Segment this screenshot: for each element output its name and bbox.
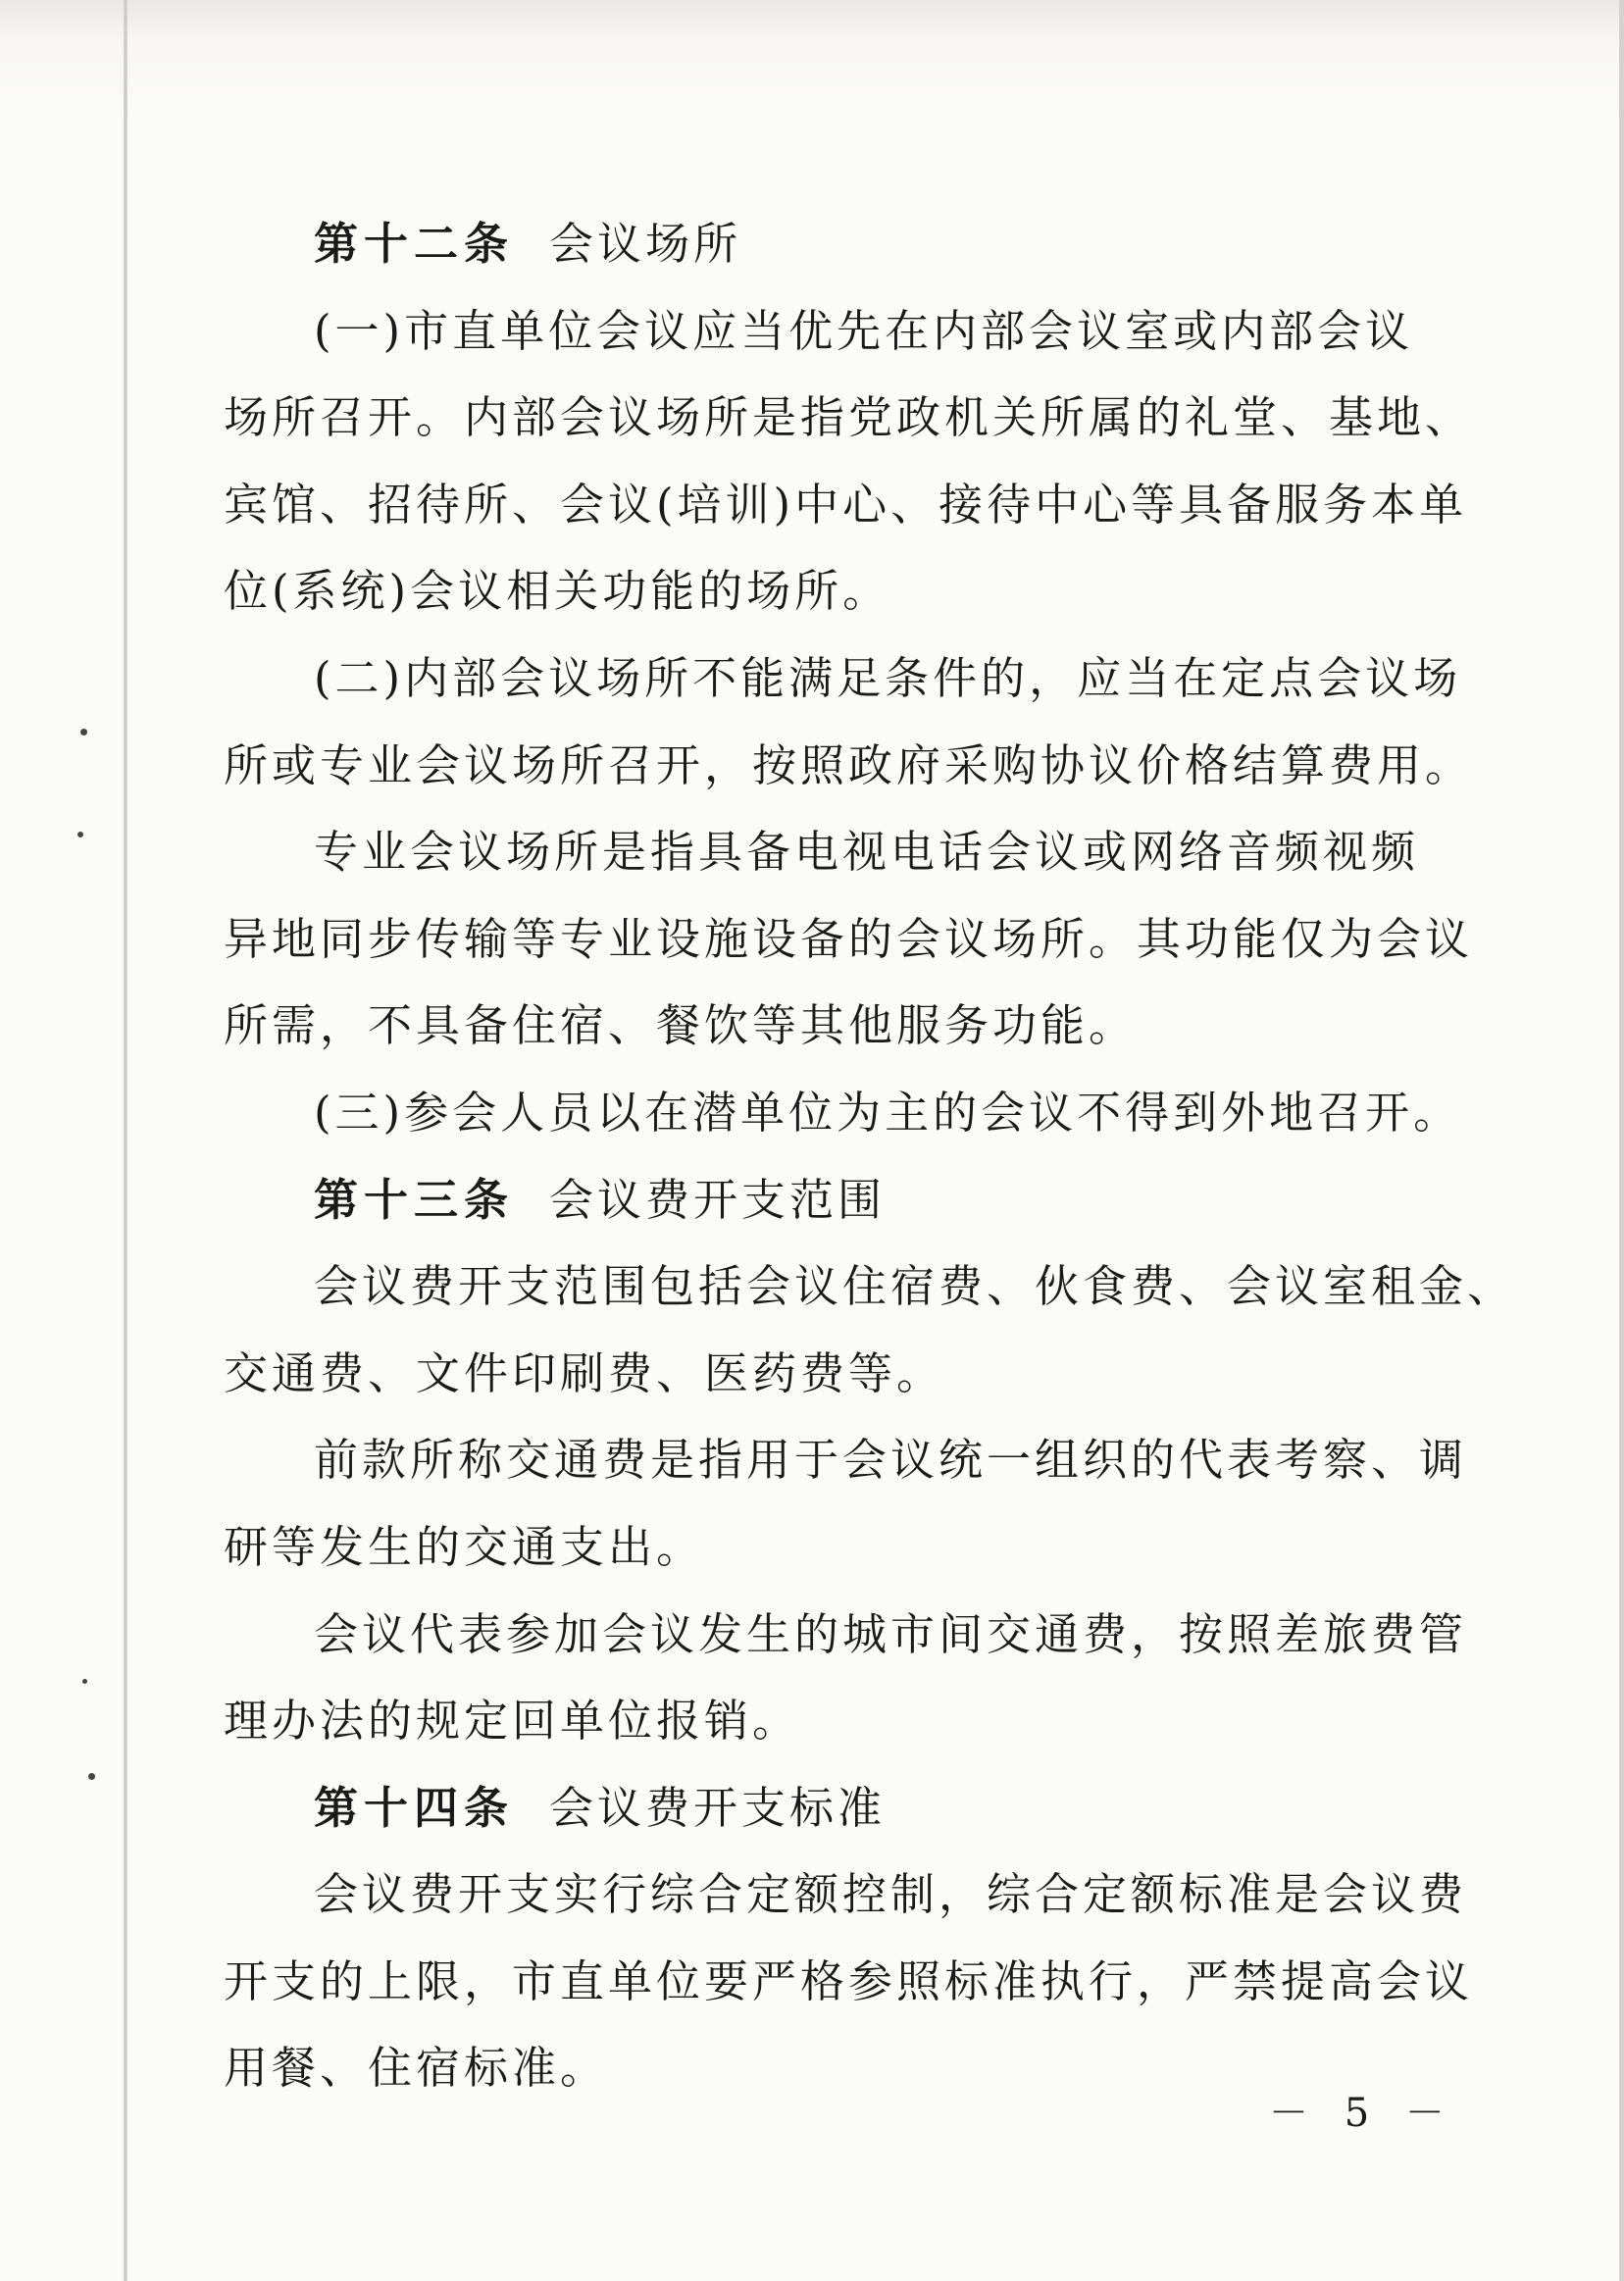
scan-speck [77, 832, 83, 837]
text-line: 所或专业会议场所召开，按照政府采购协议价格结算费用。 [224, 738, 1474, 791]
scan-speck [88, 1773, 95, 1780]
article-number: 第十三条 [314, 1173, 515, 1226]
text-line: 会议费开支实行综合定额控制，综合定额标准是会议费 [314, 1868, 1468, 1921]
binding-line [124, 0, 127, 2281]
article-heading [224, 1765, 1371, 1852]
text-line: 宾馆、招待所、会议(培训)中心、接待中心等具备服务本单 [224, 478, 1468, 531]
page-number: － 5 － [1269, 2091, 1456, 2136]
text-line: 开支的上限，市直单位要严格参照标准执行，严禁提高会议 [224, 1954, 1474, 2007]
text-line: 会议费开支范围包括会议住宿费、伙食费、会议室租金、 [314, 1260, 1516, 1313]
text-line: 会议代表参加会议发生的城市间交通费，按照差旅费管 [314, 1607, 1468, 1660]
article-title: 会议场所 [549, 218, 742, 270]
text-line: (一)市直单位会议应当优先在内部会议室或内部会议 [314, 304, 1414, 357]
article-heading [224, 1157, 1371, 1244]
text-line: 位(系统)会议相关功能的场所。 [224, 565, 891, 618]
article-heading [224, 201, 1371, 288]
text-line: 异地同步传输等专业设施设备的会议场所。其功能仅为会议 [224, 912, 1474, 965]
scan-speck [82, 1679, 87, 1684]
text-line: 场所召开。内部会议场所是指党政机关所属的礼堂、基地、 [224, 391, 1474, 444]
text-line: 研等发生的交通支出。 [224, 1520, 705, 1573]
article-number: 第十二条 [314, 218, 515, 270]
text-line: 所需，不具备住宿、餐饮等其他服务功能。 [224, 999, 1138, 1052]
text-line: 前款所称交通费是指用于会议统一组织的代表考察、调 [314, 1434, 1468, 1487]
text-line: 交通费、文件印刷费、医药费等。 [224, 1346, 945, 1399]
text-line: (二)内部会议场所不能满足条件的，应当在定点会议场 [314, 651, 1462, 704]
scan-speck [80, 729, 87, 735]
text-line: (三)参会人员以在潜单位为主的会议不得到外地召开。 [314, 1086, 1462, 1139]
article-title: 会议费开支标准 [549, 1781, 887, 1834]
document-body [224, 201, 1516, 2112]
text-line: 专业会议场所是指具备电视电话会议或网络音频视频 [314, 826, 1420, 879]
article-title: 会议费开支范围 [549, 1173, 887, 1226]
text-line: 用餐、住宿标准。 [224, 2042, 609, 2095]
page-edge [1619, 0, 1624, 2281]
article-number: 第十四条 [314, 1781, 515, 1834]
text-line: 理办法的规定回单位报销。 [224, 1695, 801, 1748]
